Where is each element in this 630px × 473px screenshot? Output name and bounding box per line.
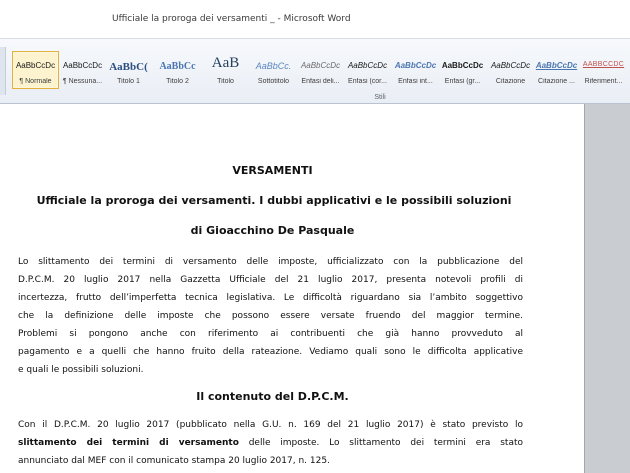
bold-text: slittamento dei termini di versamento <box>18 438 239 448</box>
style-preview: AaBbCcDc <box>347 61 388 70</box>
style-gallery-item[interactable] <box>344 51 391 89</box>
document-heading-versamenti: VERSAMENTI <box>232 164 313 177</box>
style-preview: AaBbCcDc <box>15 61 56 70</box>
style-gallery-item[interactable] <box>580 51 627 89</box>
style-gallery-item[interactable] <box>297 51 344 89</box>
style-preview: AABBCCDC <box>582 61 625 68</box>
paragraph-line: Problemi si pongono anche con riferimento ai contribuenti che già hanno provveduto al <box>18 329 523 339</box>
ribbon-styles-group <box>0 39 630 104</box>
paragraph-line <box>18 434 523 452</box>
style-gallery-item[interactable] <box>392 51 439 89</box>
title-bar <box>0 0 630 40</box>
styles-gallery <box>8 51 630 93</box>
style-preview: AaBbCcDc <box>490 61 531 70</box>
style-preview: AaBbCcDc <box>300 61 341 70</box>
style-label: ¶ Normale <box>19 78 52 85</box>
style-preview: AaBbCc. <box>255 61 292 71</box>
workspace-margin <box>585 104 630 473</box>
style-label: Riferiment... <box>584 78 623 85</box>
style-preview: AaBbCcDc <box>535 61 578 70</box>
style-gallery-item[interactable] <box>533 51 580 89</box>
style-label: Sottotitolo <box>257 78 290 85</box>
paragraph-line: Con il D.P.C.M. 20 luglio 2017 (pubblicato nella G.U. n. 169 del 21 luglio 2017) è stato previsto lo <box>18 420 523 430</box>
style-label: Enfasi (cor... <box>348 78 387 85</box>
style-preview: AaB <box>211 55 240 71</box>
document-author: di Gioacchino De Pasquale <box>190 224 355 237</box>
style-gallery-item[interactable] <box>154 51 201 89</box>
styles-group-label: Stili <box>374 94 386 101</box>
style-preview: AaBbCcDc <box>62 61 103 70</box>
document-page[interactable] <box>0 104 584 473</box>
style-gallery-item[interactable] <box>105 51 152 89</box>
ribbon-left-edge <box>0 47 6 95</box>
paragraph-intro <box>18 253 523 379</box>
paragraph-line: pagamento e a quelli che hanno fruito della rateazione. Vediamo quali sono le difficolta applicative <box>18 347 523 357</box>
style-label: Enfasi int... <box>398 78 433 85</box>
style-gallery-item[interactable] <box>439 51 486 89</box>
paragraph-line: D.P.C.M. 20 luglio 2017 nella Gazzetta Ufficiale del 21 luglio 2017, presenta notevoli profili di <box>18 275 523 285</box>
style-preview: AaBbCcDc <box>394 61 437 70</box>
style-label: Titolo 1 <box>117 78 140 85</box>
paragraph-line: Lo slittamento dei termini di versamento delle imposte, ufficializzato con la pubblicazione del <box>18 257 523 267</box>
paragraph-text: delle imposte. Lo slittamento dei termini era stato <box>238 438 523 448</box>
style-gallery-item[interactable] <box>487 51 534 89</box>
style-label: Citazione <box>495 78 526 85</box>
section-heading-contenuto: Il contenuto del D.P.C.M. <box>196 390 349 403</box>
paragraph-line: incertezza, frutto dell’imperfetta tecnica legislativa. Le difficoltà riguardano sia l’ambito soggettivo <box>18 293 523 303</box>
document-workspace <box>0 104 630 473</box>
document-headline: Ufficiale la proroga dei versamenti. I dubbi applicativi e le possibili soluzioni <box>36 194 512 207</box>
paragraph-line: annunciato dal MEF con il comunicato stampa 20 luglio 2017, n. 125. <box>18 456 330 466</box>
paragraph-contenuto <box>18 416 523 470</box>
style-preview: AaBbCc <box>159 61 196 72</box>
style-label: Enfasi deli... <box>301 78 340 85</box>
style-label: Enfasi (gr... <box>444 78 481 85</box>
style-preview: AaBbC( <box>109 61 148 73</box>
style-label: ¶ Nessuna... <box>62 78 103 85</box>
style-gallery-item[interactable] <box>202 51 249 89</box>
paragraph-line: e quali le possibili soluzioni. <box>18 365 144 375</box>
style-preview: AaBbCcDc <box>441 61 484 70</box>
style-label: Titolo <box>217 78 234 85</box>
style-gallery-item[interactable] <box>59 51 106 89</box>
style-gallery-item[interactable] <box>12 51 59 89</box>
style-label: Citazione ... <box>538 78 575 85</box>
window-title: Ufficiale la proroga dei versamenti _ - Microsoft Word <box>112 14 351 24</box>
style-label: Titolo 2 <box>166 78 189 85</box>
style-gallery-item[interactable] <box>250 51 297 89</box>
paragraph-line: che la definizione delle imposte che possono essere versate fruendo del maggior termine. <box>18 311 523 321</box>
